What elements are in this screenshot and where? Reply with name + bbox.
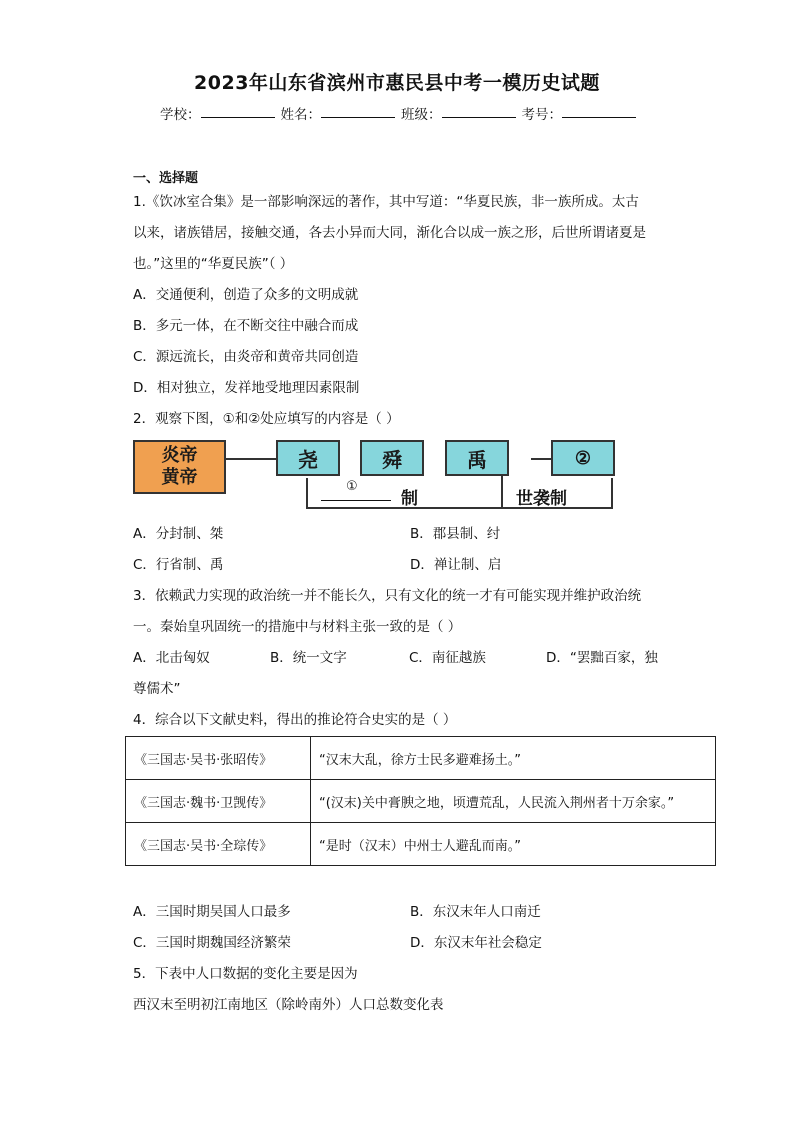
yao-box — [276, 440, 340, 476]
q2-option-c[interactable]: C．行省制、禹 — [133, 557, 224, 573]
q2-option-b[interactable]: B．郡县制、纣 — [410, 526, 501, 542]
huangdi-label: 黄帝 — [161, 467, 198, 488]
bracket-line — [501, 476, 503, 509]
q5-stem: 5．下表中人口数据的变化主要是因为 — [133, 966, 358, 982]
shixi-label: 世袭制 — [516, 489, 567, 509]
connector-line — [226, 458, 276, 460]
q1-stem-line2: 以来，诸族错居，接触交通，各去小异而大同，渐化合以成一族之形，后世所谓诸夏是 — [133, 225, 646, 241]
exam-no-blank[interactable] — [562, 103, 636, 118]
blank-2-box — [551, 440, 615, 476]
name-label: 姓名： — [280, 107, 321, 123]
q4-option-b[interactable]: B．东汉末年人口南迁 — [410, 904, 541, 920]
q1-stem-line3: 也。”这里的“华夏民族”（ ） — [133, 256, 294, 272]
q3-option-d[interactable]: D．“罢黜百家，独 — [546, 650, 658, 666]
school-label: 学校： — [160, 107, 201, 123]
quote-cell: “汉末大乱，徐方士民多避难扬土。” — [311, 737, 716, 780]
page-title: 2023年山东省滨州市惠民县中考一模历史试题 — [194, 72, 600, 94]
source-cell: 《三国志·吴书·张昭传》 — [126, 737, 311, 780]
yu-box — [445, 440, 509, 476]
q1-option-d[interactable]: D．相对独立，发祥地受地理因素限制 — [133, 380, 360, 396]
blank-1-mark: ① — [346, 479, 358, 494]
q2-option-a[interactable]: A．分封制、桀 — [133, 526, 224, 542]
q1-stem-line1: 1.《饮冰室合集》是一部影响深远的著作，其中写道：“华夏民族，非一族所成。太古 — [133, 194, 639, 210]
q4-stem: 4．综合以下文献史料，得出的推论符合史实的是（ ） — [133, 712, 457, 728]
class-label: 班级： — [401, 107, 442, 123]
section-heading: 一、选择题 — [133, 171, 199, 186]
q3-stem-line2: 一。秦始皇巩固统一的措施中与材料主张一致的是（ ） — [133, 619, 462, 635]
student-info-line — [160, 103, 642, 123]
quote-cell: “(汉末)关中膏腴之地，顷遭荒乱，人民流入荆州者十万余家。” — [311, 780, 716, 823]
source-cell: 《三国志·吴书·全琮传》 — [126, 823, 311, 866]
yandi-label: 炎帝 — [161, 445, 198, 466]
q4-option-a[interactable]: A．三国时期吴国人口最多 — [133, 904, 291, 920]
bracket-line — [306, 478, 308, 508]
q3-option-c[interactable]: C．南征越族 — [409, 650, 486, 666]
yao-label: 尧 — [298, 447, 318, 472]
q4-option-c[interactable]: C．三国时期魏国经济繁荣 — [133, 935, 291, 951]
q1-option-b[interactable]: B．多元一体，在不断交往中融合而成 — [133, 318, 359, 334]
table-row — [126, 780, 716, 823]
q1-option-c[interactable]: C．源远流长，由炎帝和黄帝共同创造 — [133, 349, 359, 365]
q2-stem: 2．观察下图，①和②处应填写的内容是（ ） — [133, 411, 400, 427]
table-row — [126, 737, 716, 780]
school-blank[interactable] — [201, 103, 275, 118]
source-cell: 《三国志·魏书·卫觊传》 — [126, 780, 311, 823]
q3-option-b[interactable]: B．统一文字 — [270, 650, 347, 666]
name-blank[interactable] — [321, 103, 395, 118]
q2-option-d[interactable]: D．禅让制、启 — [410, 557, 502, 573]
class-blank[interactable] — [442, 103, 516, 118]
zhi-label: 制 — [401, 489, 418, 509]
quote-cell: “是时（汉末）中州士人避乱而南。” — [311, 823, 716, 866]
shun-label: 舜 — [382, 447, 402, 472]
blank-2-label: ② — [574, 447, 592, 469]
shun-box — [360, 440, 424, 476]
q5-table-caption: 西汉末至明初江南地区（除岭南外）人口总数变化表 — [133, 997, 444, 1013]
table-row — [126, 823, 716, 866]
yandi-huangdi-box — [133, 440, 226, 494]
bracket-line — [611, 478, 613, 509]
q4-source-table — [125, 736, 716, 866]
q4-option-d[interactable]: D．东汉末年社会稳定 — [410, 935, 542, 951]
q3-option-a[interactable]: A．北击匈奴 — [133, 650, 210, 666]
q3-stem-line1: 3．依赖武力实现的政治统一并不能长久，只有文化的统一才有可能实现并维护政治统 — [133, 588, 642, 604]
exam-no-label: 考号： — [521, 107, 562, 123]
q1-option-a[interactable]: A．交通便利，创造了众多的文明成就 — [133, 287, 359, 303]
q3-option-d-continued: 尊儒术” — [133, 681, 181, 697]
yu-label: 禹 — [467, 447, 487, 472]
succession-diagram — [131, 438, 616, 514]
